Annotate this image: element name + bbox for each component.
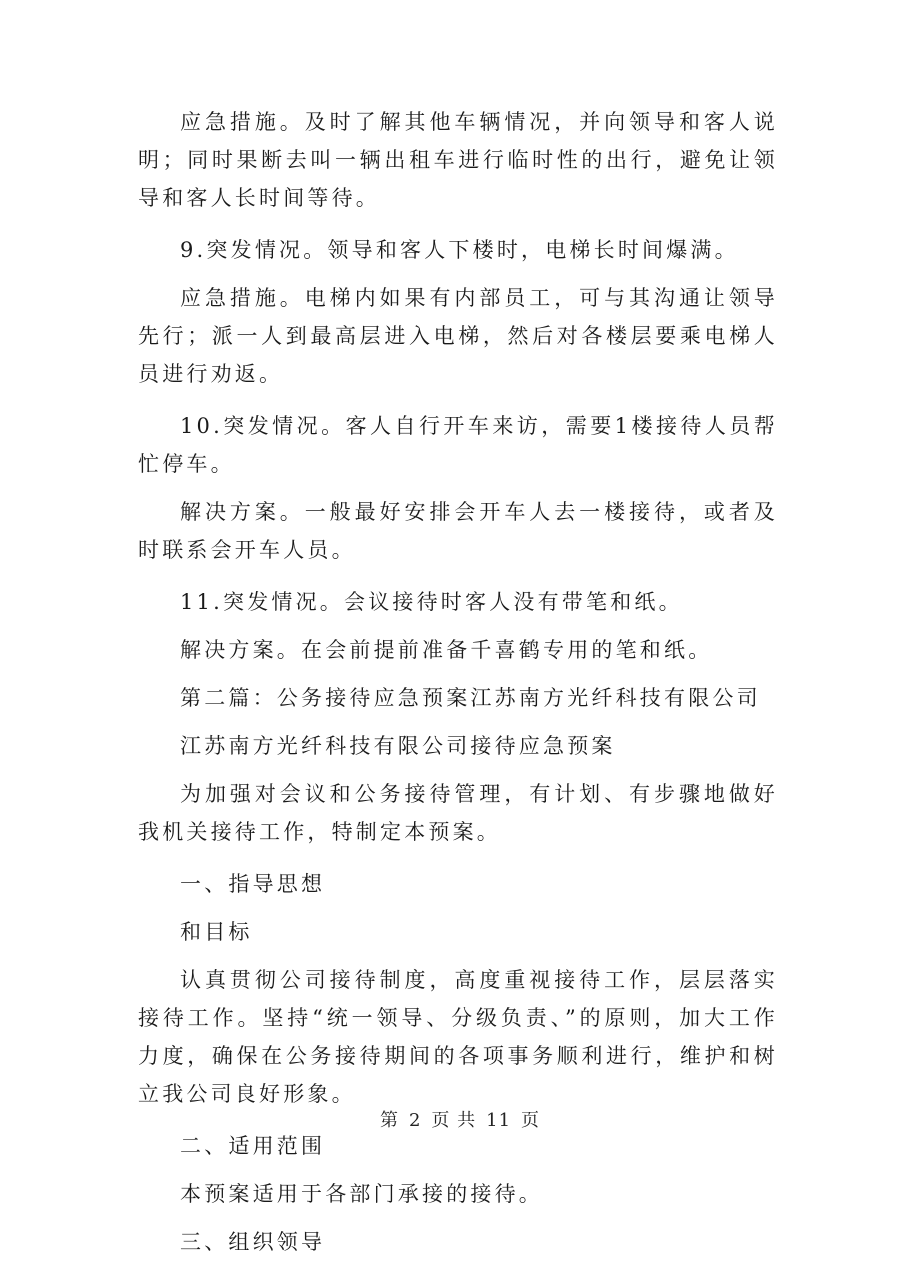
section-heading: 三、组织领导 bbox=[180, 1230, 326, 1254]
paragraph: 9.突发情况。领导和客人下楼时，电梯长时间爆满。 bbox=[180, 238, 739, 262]
footer-page-number: 2 bbox=[408, 1110, 422, 1131]
section-heading: 二、适用范围 bbox=[180, 1134, 326, 1158]
footer-middle: 页 共 bbox=[431, 1110, 477, 1131]
paragraph: 认真贯彻公司接待制度，高度重视接待工作，层层落实接待工作。坚持“统一领导、分级负责、”的原则，加大工作力度，确保在公务接待期间的各项事务顺利进行，维护和树立我公司良好形象。 bbox=[138, 968, 778, 1106]
paragraph: 解决方案。一般最好安排会开车人去一楼接待，或者及时联系会开车人员。 bbox=[138, 500, 778, 562]
paragraph: 为加强对会议和公务接待管理，有计划、有步骤地做好我机关接待工作，特制定本预案。 bbox=[138, 782, 778, 844]
footer-total-pages: 11 bbox=[486, 1110, 512, 1131]
footer-prefix: 第 bbox=[379, 1110, 399, 1131]
document-title: 江苏南方光纤科技有限公司接待应急预案 bbox=[180, 734, 616, 758]
paragraph: 10.突发情况。客人自行开车来访，需要1楼接待人员帮忙停车。 bbox=[138, 414, 778, 476]
paragraph: 11.突发情况。会议接待时客人没有带笔和纸。 bbox=[180, 590, 683, 614]
document-body bbox=[138, 103, 778, 1271]
paragraph: 应急措施。及时了解其他车辆情况，并向领导和客人说明；同时果断去叫一辆出租车进行临时性的出行，避免让领导和客人长时间等待。 bbox=[138, 110, 778, 210]
paragraph: 解决方案。在会前提前准备千喜鹤专用的笔和纸。 bbox=[180, 638, 713, 662]
page-footer bbox=[0, 1107, 920, 1135]
paragraph: 本预案适用于各部门承接的接待。 bbox=[180, 1182, 543, 1206]
section-heading: 一、指导思想 bbox=[180, 872, 326, 896]
section-heading: 第二篇：公务接待应急预案江苏南方光纤科技有限公司 bbox=[180, 686, 761, 710]
paragraph: 应急措施。电梯内如果有内部员工，可与其沟通让领导先行；派一人到最高层进入电梯，然后对各楼层要乘电梯人员进行劝返。 bbox=[138, 286, 778, 386]
section-heading-continuation: 和目标 bbox=[180, 920, 253, 944]
footer-suffix: 页 bbox=[521, 1110, 541, 1131]
